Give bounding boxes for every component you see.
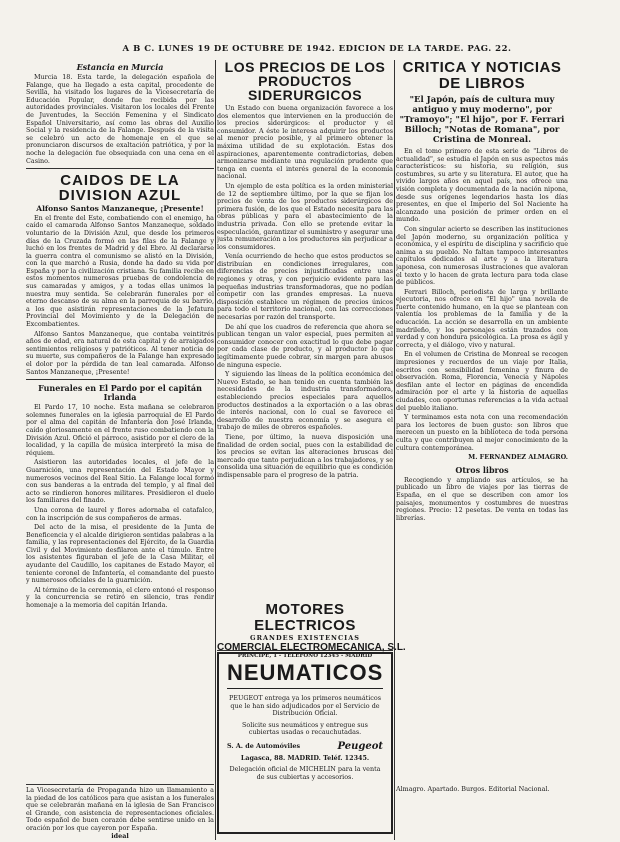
article-paragraph: Y terminamos esta nota con una recomendación para los lectores de buen gusto: son libros que merecen un puesto en la biblioteca de toda persona culta y que contribuyen al mejor conocimiento de la cultura contemporánea.	[396, 413, 568, 452]
column-3	[396, 60, 568, 782]
advert-subtitle: GRANDES EXISTENCIAS	[250, 634, 360, 642]
article-byline: Alfonso Santos Manzaneque, ¡Presente!	[36, 204, 204, 214]
article-paragraph: En el volumen de Cristina de Monreal se recogen impresiones y recuerdos de un viaje por Italia, escritos con sensibilidad femenina y finura de observación. Roma, Florencia, Venecia y Nápoles desfilan ante el lector en páginas de encendida admiración por el arte y la historia de aquellas ciudades, con oportunas referencias a la vida actual del pueblo italiano.	[396, 350, 568, 412]
article-paragraph: Un ejemplo de esta política es la orden ministerial de 12 de septiembre último, por la que se fijan los precios de venta de los productos siderúrgicos de primera fusión, de los que el Estado necesita para las obras públicas y para el abastecimiento de la industria privada. Con ello se pretende evitar la especulación, garantizar el suministro y asegurar una justa remuneración a los productores sin perjudicar a los consumidores.	[217, 181, 393, 251]
article-paragraph: El Pardo 17, 10 noche. Esta mañana se celebraron solemnes funerales en la iglesia parroquial de El Pardo por el alma del capitán de Infantería don José Irlanda, caído gloriosamente en el frente ruso combatiendo con la División Azul. Ofició el párroco, asistido por el clero de la localidad, y la capilla de música interpretó la misa de réquiem.	[26, 403, 214, 457]
article-paragraph: En el frente del Este, combatiendo con el enemigo, ha caído el camarada Alfonso Santos Manzaneque, soldado voluntario de la División Azul, que desde los primeros días de la Cruzada formó en las filas de la Falange y luchó en los frentes de Madrid y del Ebro. Al declararse la guerra contra el comunismo se alistó en la División, con la que marchó a Rusia, donde ha dado su vida por España y por la civilización cristiana. Su familia recibe en estos momentos numerosas pruebas de condolencia de sus camaradas y amigos, y a todas ellas unimos la nuestra muy sentida. Se celebrarán funerales por el eterno descanso de su alma en la parroquia de su barrio, a los que asistirán representaciones de la Jefatura Provincial del Movimiento y de la Delegación de Excombatientes.	[26, 213, 214, 329]
column-3-footer: Almagro. Apartado. Burgos. Editorial Nacional.	[396, 785, 550, 793]
article-paragraph: Del acto de la misa, el presidente de la Junta de Beneficencia y el alcalde dirigieron sentidas palabras a la familia, y las representaciones del Ejército, de la Guardia Civil y del Movimiento desfilaron ante el túmulo. Entre los asistentes figuraban el jefe de la Casa Militar, el ayudante del Caudillo, los capitanes de Estado Mayor, el teniente coronel de Infantería, el comandante del puesto y numerosos oficiales de la guarnición.	[26, 523, 214, 585]
article-paragraph: Asistieron las autoridades locales, el jefe de la Guarnición, una representación del Estado Mayor y numerosos vecinos del Real Sitio. La Falange local formó con sus banderas a la entrada del templo, y al final del acto se rindieron honores militares. Presidieron el duelo los familiares del finado.	[26, 458, 214, 505]
article-heading-precios: LOS PRECIOS DE LOS PRODUCTOS SIDERURGICOS	[224, 60, 386, 103]
article-heading-critica: CRITICA Y NOTICIAS DE LIBROS	[402, 60, 562, 92]
article-paragraph: Y siguiendo las líneas de la política económica del Nuevo Estado, se han tenido en cuenta también las necesidades de la industria transformadora, estableciendo precios especiales para aquellos productos destinados a la exportación o a las obras de interés nacional, con lo cual se favorece el desarrollo de nuestra economía y se asegura el trabajo de miles de obreros españoles.	[217, 370, 393, 432]
peugeot-logo: Peugeot	[337, 740, 383, 752]
column-rule-2	[394, 60, 395, 840]
divider	[26, 168, 214, 169]
advert-motores	[217, 601, 406, 659]
footer-tail: ideal	[111, 831, 129, 840]
column-1	[26, 60, 214, 782]
article-paragraph: Un Estado con buena organización favorece a los dos elementos que intervienen en la producción de los precios siderúrgicos: el productor y el consumidor. A éste le interesa adquirir los productos al menor precio posible, y al primero obtener la máxima utilidad de su explotación. Estas dos aspiraciones, aparentemente contradictorias, deben armonizarse mediante una regulación prudente que tenga en cuenta el interés general de la economía nacional.	[217, 104, 393, 181]
column-rule-1	[215, 60, 216, 840]
advert-title: MOTORES ELECTRICOS	[254, 601, 356, 634]
article-paragraph: Con singular acierto se describen las instituciones del Japón moderno, su organización política y económica, y el espíritu de disciplina y sacrificio que anima a su pueblo. No faltan tampoco interesantes capítulos dedicados al arte y a la literatura japonesa, con numerosas ilustraciones que avaloran el texto y lo hacen de grata lectura para toda clase de públicos.	[396, 224, 568, 287]
article-paragraph: Venía ocurriendo de hecho que estos productos se distribuían en condiciones irregulares, con diferencias de precios injustificadas entre unas regiones y otras, y con perjuicio evidente para las pequeñas industrias transformadoras, que no podían competir con las grandes empresas. La nueva disposición establece un régimen de precios únicos para todo el territorio nacional, con las correcciones necesarias por razón del transporte.	[217, 252, 393, 322]
advert-title: NEUMATICOS	[227, 658, 383, 689]
article-paragraph: Murcia 18. Esta tarde, la delegación española de Falange, que ha llegado a esta capital, procedente de Sevilla, ha visitado los lugares de la Vicesecretaría de Educación Popular, donde fue recibida por las autoridades provinciales. Visitaron los locales del Frente de Juventudes, la Sección Femenina y el Sindicato Español Universitario, así como las obras del Auxilio Social y la residencia de la Falange. Después de la visita se celebró un acto de homenaje en el que se pronunciaron discursos de exaltación patriótica, y por la noche la delegación fue obsequiada con una cena en el Casino.	[26, 73, 214, 165]
article-paragraph: Tiene, por último, la nueva disposición una finalidad de orden social, pues con la estabilidad de los precios se evitan las alteraciones bruscas del mercado que tanto perjudican a los trabajadores, y se consolida una situación de equilibrio que es condición indispensable para el progreso de la patria.	[217, 432, 393, 479]
article-paragraph: En el tomo primero de esta serie de "Libros de actualidad", se estudia el Japón en sus aspectos más característicos: su historia, su religión, sus costumbres, su arte y su literatura. El autor, que ha vivido largos años en aquel país, nos ofrece una visión completa y documentada de la nación nipona, desde sus orígenes legendarios hasta los días presentes, en que el Imperio del Sol Naciente ha alcanzado una posición de primer orden en el mundo.	[396, 147, 568, 224]
advert-neumaticos	[217, 652, 393, 834]
column-2	[217, 60, 393, 600]
advert-dealer: S. A. de Automóviles	[227, 741, 301, 750]
divider	[26, 379, 214, 380]
column-1-footer	[26, 784, 214, 840]
article-heading-funerales: Funerales en El Pardo por el capitán Irlanda	[38, 383, 202, 403]
article-paragraph: Ferrari Billoch, periodista de larga y brillante ejecutoria, nos ofrece en "El hijo" una novela de fuerte contenido humano, en la que se plantean con valentía los problemas de la familia y de la educación. La acción se desarrolla en un ambiente madrileño, y los personajes están trazados con verdad y con hondura psicológica. La prosa es ágil y correcta, y el diálogo, vivo y natural.	[396, 287, 568, 349]
advert-text: PEUGEOT entrega ya los primeros neumáticos que le han sido adjudicados por el Servicio de Distribución Oficial.	[229, 694, 381, 718]
page-header: A B C. LUNES 19 DE OCTUBRE DE 1942. EDICION DE LA TARDE. PAG. 22.	[122, 44, 512, 54]
article-paragraph: Una corona de laurel y flores adornaba el catafalco, con la inscripción de sus compañeros de armas.	[26, 505, 214, 522]
article-paragraph: Recogiendo y ampliando sus artículos, se ha publicado un libro de viajes por las tierras de España, en el que se describen con amor los paisajes, monumentos y costumbres de nuestras regiones. Precio: 12 pesetas. De venta en todas las librerías.	[396, 475, 568, 522]
article-paragraph: Al término de la ceremonia, el clero entonó el responso y la concurrencia se retiró en silencio, tras rendir homenaje a la memoria del capitán Irlanda.	[26, 585, 214, 610]
advert-company: COMERCIAL ELECTROMECANICA, S.L.	[217, 642, 406, 653]
article-subheading-books: "El Japón, país de cultura muy antiguo y muy moderno", por "Tramoyo"; "El hijo", por F. Ferrari Billoch; "Notas de Romana", por Cristina de Monreal.	[399, 95, 565, 145]
footer-text: La Vicesecretaría de Propaganda hizo un llamamiento a la piedad de los católicos para que asistan a los funerales que se celebrarán mañana en la iglesia de San Francisco el Grande, con asistencia de representaciones oficiales. Todo español de buen corazón debe sentirse unido en la oración por los que cayeron por España.	[26, 786, 214, 832]
article-paragraph: Alfonso Santos Manzaneque, que contaba veintitrés años de edad, era natural de esta capital y de arraigados sentimientos religiosos y patrióticos. Al tener noticia de su muerte, sus compañeros de la Falange han expresado el dolor por la pérdida de tan leal camarada. Alfonso Santos Manzaneque, ¡Presente!	[26, 329, 214, 376]
article-signature: M. FERNANDEZ ALMAGRO.	[468, 453, 568, 462]
article-paragraph: De ahí que los cuadros de referencia que ahora se publican tengan un valor especial, pues permiten al consumidor conocer con exactitud lo que debe pagar por cada clase de producto, y al productor lo que legítimamente puede cobrar, sin margen para abusos de ninguna especie.	[217, 322, 393, 369]
article-heading-division-azul: CAIDOS DE LA DIVISION AZUL	[58, 172, 182, 205]
advert-dealer-row	[219, 740, 391, 752]
article-heading-otros: Otros libros	[455, 464, 509, 475]
advert-text: Solicite sus neumáticos y entregue sus cubiertas usadas o recauchutadas.	[242, 720, 368, 737]
advert-address: PRINCIPE, 1 - TELEFONO 12345 - MADRID	[237, 653, 373, 659]
advert-text: Delegación oficial de MICHELIN para la venta de sus cubiertas y accesorios.	[229, 765, 381, 781]
advert-address: Lagasca, 88. MADRID. Teléf. 12345.	[240, 753, 370, 762]
article-heading-murcia: Estancia en Murcia	[76, 62, 164, 72]
